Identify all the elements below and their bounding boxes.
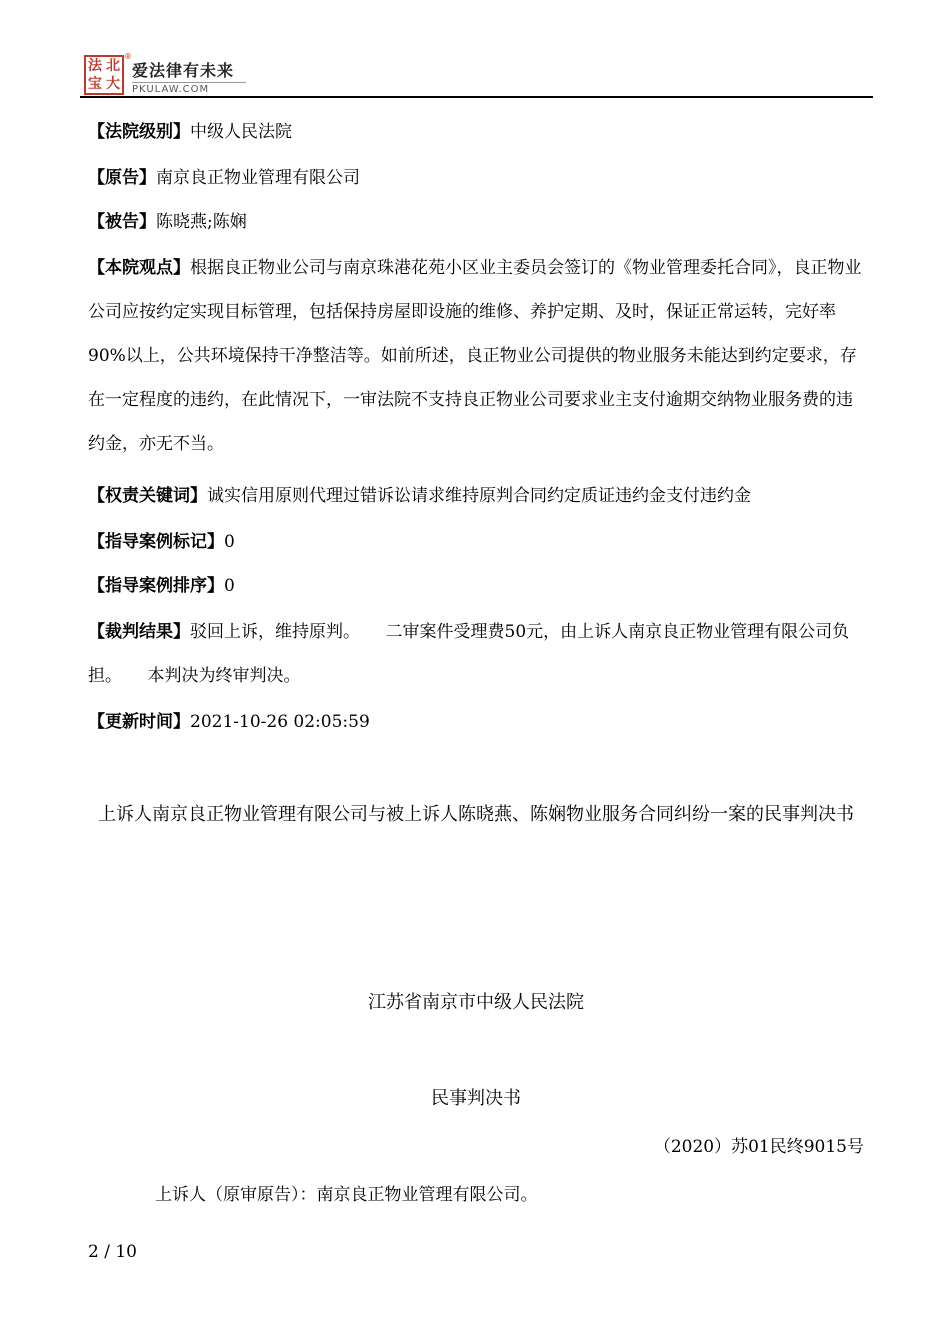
page-header	[0, 0, 950, 100]
field-defendant	[88, 200, 868, 244]
field-label: 【裁判结果】	[88, 622, 190, 642]
field-keywords	[88, 474, 868, 518]
field-judgment-result	[88, 610, 868, 698]
field-label: 【原告】	[88, 168, 156, 188]
field-label: 【被告】	[88, 212, 156, 232]
document-type: 民事判决书	[431, 1088, 521, 1109]
logo-domain: PKULAW.COM	[132, 82, 246, 95]
field-value: 驳回上诉，维持原判。 二审案件受理费50元，由上诉人南京良正物业管理有限公司负担。 本判决为终审判决。	[88, 622, 850, 686]
appellant-party: 上诉人（原审原告）：南京良正物业管理有限公司。	[155, 1185, 538, 1205]
field-label: 【更新时间】	[88, 712, 190, 732]
seal-char: 北	[106, 58, 120, 74]
field-guiding-case-flag	[88, 520, 868, 564]
field-value: 0	[224, 532, 235, 552]
field-guiding-case-order	[88, 564, 868, 608]
seal-char: 大	[106, 76, 120, 92]
field-value: 2021-10-26 02:05:59	[190, 712, 370, 732]
logo-slogan: 爱法律有未来	[132, 61, 235, 80]
field-label: 【指导案例标记】	[88, 532, 224, 552]
case-number: （2020）苏01民终9015号	[653, 1137, 864, 1157]
header-divider	[80, 96, 873, 98]
field-court-opinion	[88, 246, 868, 466]
document-title: 上诉人南京良正物业管理有限公司与被上诉人陈晓燕、陈娴物业服务合同纠纷一案的民事判决书	[98, 804, 854, 825]
field-label: 【指导案例排序】	[88, 576, 224, 596]
field-value: 南京良正物业管理有限公司	[156, 168, 360, 188]
field-value: 陈晓燕;陈娴	[156, 212, 247, 232]
page-number: 2 / 10	[88, 1242, 137, 1262]
field-court-level	[88, 110, 868, 154]
field-value: 根据良正物业公司与南京珠港花苑小区业主委员会签订的《物业管理委托合同》，良正物业公司应按约定实现目标管理，包括保持房屋即设施的维修、养护定期、及时，保证正常运转，完好率90%以上，公共环境保持干净整洁等。如前所述，良正物业公司提供的物业服务未能达到约定要求，存在一定程度的违约，在此情况下，一审法院不支持良正物业公司要求业主支付逾期交纳物业服务费的违约金，亦无不当。	[88, 258, 862, 454]
field-label: 【本院观点】	[88, 258, 190, 278]
court-name: 江苏省南京市中级人民法院	[368, 992, 584, 1013]
field-value: 诚实信用原则代理过错诉讼请求维持原判合同约定质证违约金支付违约金	[207, 486, 751, 506]
pkulaw-seal-logo	[84, 55, 124, 95]
field-plaintiff	[88, 156, 868, 200]
field-value: 中级人民法院	[190, 122, 292, 142]
seal-char: 宝	[88, 76, 102, 92]
field-label: 【权责关键词】	[88, 486, 207, 506]
seal-char: 法	[88, 58, 102, 74]
field-value: 0	[224, 576, 235, 596]
field-label: 【法院级别】	[88, 122, 190, 142]
registered-mark: ®	[124, 52, 132, 61]
field-update-time	[88, 700, 868, 744]
